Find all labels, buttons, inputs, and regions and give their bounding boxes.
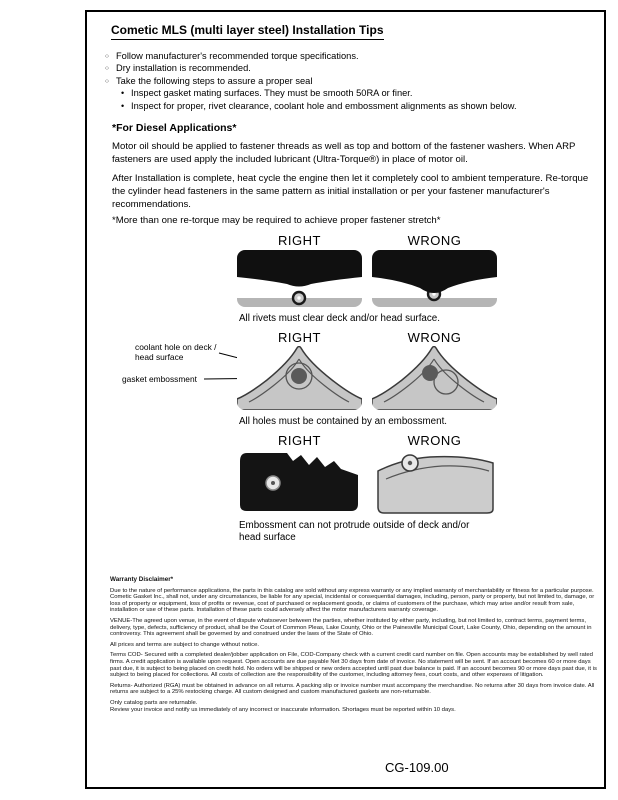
embossment-right-diagram — [237, 346, 362, 410]
protrusion-caption: Embossment can not protrude outside of deck and/or head surface — [239, 520, 470, 543]
rivet-right-diagram — [237, 250, 362, 307]
tip-item: ○ Follow manufacturer's recommended torque specifications. — [105, 50, 585, 62]
diesel-heading: *For Diesel Applications* — [112, 122, 237, 134]
warranty-paragraph: Review your invoice and notify us immediately of any incorrect or inaccurate information. Shortages must be reported within 10 days. — [110, 706, 456, 713]
warranty-paragraph: VENUE-The agreed upon venue, in the event of dispute whatsoever between the parties, whether instituted by either party, including, but not limited to, contract terms, payment terms, delivery, type, defects, sufficiency of product, shall be the Court of Common Pleas, Lake County, Ohio or the Painesville Municipal Court, Lake County, Ohio, depending on the amount in controversy. This agreement shall be governed by and construed under the laws of the State of Ohio. — [110, 617, 592, 638]
coolant-hole-label: coolant hole on deck / head surface — [135, 342, 217, 362]
wrong-label-row3: WRONG — [407, 433, 462, 448]
warranty-paragraph: All prices and terms are subject to change without notice. — [110, 641, 259, 648]
catalog-code: CG-109.00 — [385, 760, 449, 775]
wrong-label-row1: WRONG — [407, 233, 462, 248]
rivet-wrong-diagram — [372, 250, 497, 307]
page-title: Cometic MLS (multi layer steel) Installation Tips — [111, 23, 384, 40]
right-label-row1: RIGHT — [278, 233, 321, 248]
warranty-paragraph: Returns- Authorized (RGA) must be obtained in advance on all returns. A packing slip or invoice number must accompany the merchandise. No returns after 30 days from invoice date. All returns are subject to a 25% restocking charge. All custom designed and custom manufactured gaskets are non-returnable. — [110, 682, 595, 696]
right-label-row3: RIGHT — [278, 433, 321, 448]
gasket-embossment-label: gasket embossment — [122, 374, 197, 384]
right-label-row2: RIGHT — [278, 330, 321, 345]
warranty-paragraph: Due to the nature of performance applications, the parts in this catalog are sold without any express warranty or any implied warranty of merchantability or fitness for a particular purpose. Cometic Gasket Inc., shall not, under any circumstances, be liable for any special, incidental or consequential damages, including, person, party or property, but not limited to, damage, or loss of property or equipment, loss of profits or revenue, cost of purchased or replacement goods, or claims of customers of the purchase, which may arise and/or result from sale, installation or use of these parts. Installation of these parts could adversely affect the motor manufacturers warranty coverage. — [110, 587, 595, 614]
tip-sub-item: • Inspect gasket mating surfaces. They must be smooth 50RA or finer. — [120, 87, 585, 99]
diesel-paragraph-1: Motor oil should be applied to fastener threads as well as top and bottom of the fastener washers. When ARP fasteners are used apply the included lubricant (Ultra-Torque®) in place of motor oil. — [112, 141, 576, 165]
retorque-note: *More than one re-torque may be required to achieve proper fastener stretch* — [112, 215, 441, 226]
protrusion-wrong-diagram — [372, 449, 497, 515]
protrusion-right-diagram — [237, 449, 362, 515]
wrong-label-row2: WRONG — [407, 330, 462, 345]
warranty-heading: Warranty Disclaimer* — [110, 576, 174, 583]
embossment-wrong-diagram — [372, 346, 497, 410]
warranty-paragraph: Only catalog parts are returnable. — [110, 699, 198, 706]
warranty-disclaimer — [110, 577, 598, 717]
embossment-caption: All holes must be contained by an embossment. — [239, 416, 448, 427]
tip-sub-item: • Inspect for proper, rivet clearance, coolant hole and embossment alignments as shown below. — [120, 100, 585, 112]
content-border — [85, 10, 606, 789]
tip-item: ○ Dry installation is recommended. — [105, 62, 585, 74]
warranty-paragraph: Terms COD- Secured with a completed dealer/jobber application on File, COD-Company check with a current credit card number on file. Open accounts may be established by well rated firms. A credit application is available upon request. Open accounts are due payable Net 30 days from date of invoice. No statement will be sent. If an account becomes 60 or more days past due, it is subject to being placed on credit hold. No orders will be shipped or new orders accepted until past due balance is paid. If an account becomes 90 or more days past due, it is subject to being placed for collections. All costs of collection are the responsibility of the customer, including attorney fees, court costs, and other expenses of litigation. — [110, 652, 597, 679]
diesel-paragraph-2: After Installation is complete, heat cycle the engine then let it completely cool to ambient temperature. Re-torque the cylinder head fasteners in the same pattern as initial installation or per your fastener manufacturer's recommendations. — [112, 173, 589, 210]
tips-list — [105, 50, 585, 112]
tip-item: ○ Take the following steps to assure a proper seal — [105, 75, 585, 87]
rivet-caption: All rivets must clear deck and/or head surface. — [239, 313, 440, 324]
